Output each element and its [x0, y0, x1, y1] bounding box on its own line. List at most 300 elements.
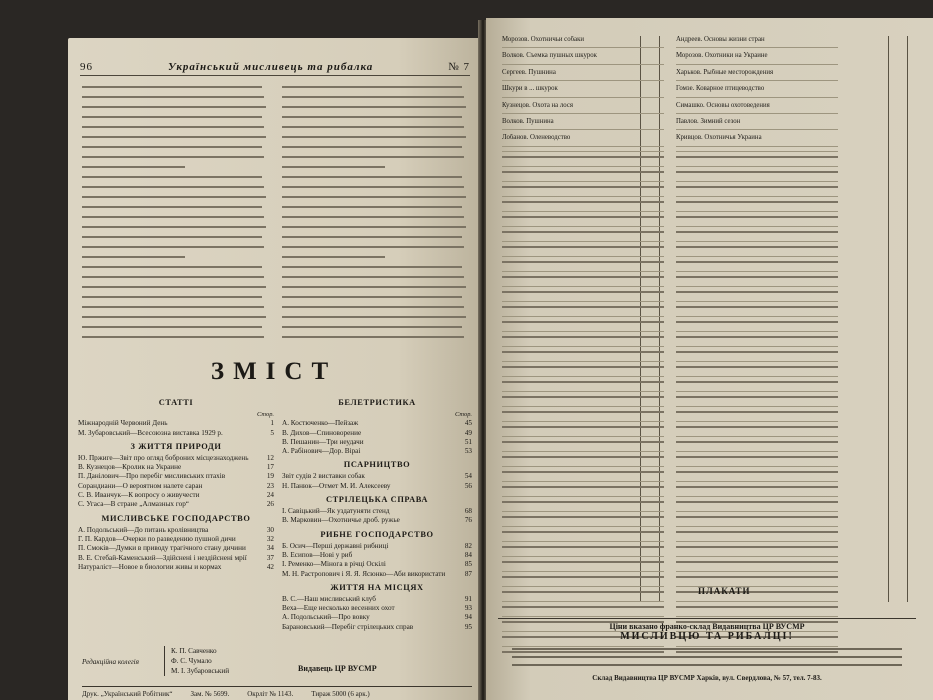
text-line [282, 176, 462, 178]
toc-entry-title: М. Н. Растропович і Я. Я. Ясюнко—Аби використати [282, 569, 446, 578]
price-list-text-line [502, 561, 664, 563]
imprint-line [82, 686, 472, 698]
price-list-text-line [502, 261, 664, 263]
price-list-dotted-leader [676, 361, 838, 362]
price-list-dotted-leader [676, 406, 838, 407]
toc-entry-title: А. Подольський—Про вовку [282, 613, 370, 622]
text-line [282, 286, 466, 288]
price-list-dotted-leader [502, 466, 664, 467]
price-list-dotted-leader [676, 166, 838, 167]
text-line [82, 206, 262, 208]
toc-section-heading: РИБНЕ ГОСПОДАРСТВО [320, 529, 434, 539]
text-line [282, 236, 462, 238]
toc-entry [78, 535, 274, 544]
text-line [282, 226, 466, 228]
advert-address: Склад Видавництва ЦР ВУСМР Харків, вул. Свердлова, № 57, тел. 7-83. [592, 674, 822, 682]
article-column-left [82, 86, 270, 348]
toc-section-heading: СТРІЛЕЦЬКА СПРАВА [325, 495, 429, 505]
toc-entry [78, 563, 274, 572]
text-line [282, 146, 462, 148]
text-line [82, 256, 185, 258]
toc-entry-title: Сорандиани—О вероятном налете саран [78, 481, 203, 490]
advert-text-line [512, 656, 902, 658]
editor-name: М. І. Зубаровський [171, 667, 230, 675]
text-line [82, 316, 266, 318]
toc-entry [282, 613, 472, 622]
text-line [282, 86, 462, 88]
price-list-text-line [502, 306, 664, 308]
left-page [68, 38, 480, 700]
toc-entry [282, 551, 472, 560]
text-line [82, 336, 264, 338]
toc-entry [282, 623, 472, 632]
price-list-entry: Волков. Съемка пушных шкурок [502, 52, 597, 60]
toc-entry-page: 26 [266, 500, 274, 509]
price-list-text-line [676, 366, 838, 368]
price-list-text-line [676, 276, 838, 278]
price-list-dotted-leader [502, 316, 664, 317]
price-list-text-line [676, 516, 838, 518]
price-list-dotted-leader [502, 97, 664, 98]
placards-heading: ПЛАКАТИ [698, 586, 751, 596]
price-list-dotted-leader [502, 481, 664, 482]
price-list-text-line [502, 516, 664, 518]
text-line [282, 196, 466, 198]
toc-spacer [78, 410, 257, 419]
price-list-dotted-leader [676, 97, 838, 98]
price-list-dotted-leader [676, 391, 838, 392]
price-list-dotted-leader [676, 256, 838, 257]
toc-entry [78, 472, 274, 481]
text-line [82, 216, 264, 218]
price-list-dotted-leader [676, 556, 838, 557]
toc-section-heading: БЕЛЕТРИСТИКА [338, 398, 416, 407]
toc-entry-title: Ю. Пржиге—Звіт про огляд боброних місцезнаходжень [78, 453, 249, 462]
price-list-dotted-leader [676, 496, 838, 497]
price-list-dotted-leader [676, 226, 838, 227]
toc-entry-page: 5 [270, 428, 274, 437]
price-list-text-line [502, 321, 664, 323]
price-list-text-line [502, 366, 664, 368]
text-line [282, 166, 385, 168]
price-list-text-line [502, 576, 664, 578]
toc-entry-page: 12 [266, 453, 274, 462]
price-list-text-line [502, 486, 664, 488]
toc-entry-title: П. Данілович—Про перебіг мисливських птахів [78, 472, 226, 481]
price-list-text-line [676, 501, 838, 503]
toc-entry-page: 93 [464, 604, 472, 613]
price-list-dotted-leader [502, 376, 664, 377]
text-line [82, 296, 262, 298]
price-list-text-line [676, 156, 838, 158]
price-list-entry: Симашко. Основы охотоведения [676, 101, 770, 109]
price-list-dotted-leader [676, 541, 838, 542]
toc-entry-title: А. Костюченко—Пейзаж [282, 419, 359, 428]
price-list-dotted-leader [676, 271, 838, 272]
price-list-text-line [676, 306, 838, 308]
price-list-dotted-leader [502, 146, 664, 147]
toc-entry-page: 23 [266, 481, 274, 490]
text-line [282, 326, 462, 328]
price-list-dotted-leader [676, 241, 838, 242]
text-line [282, 206, 462, 208]
price-list-dotted-leader [502, 64, 664, 65]
toc-entry [78, 419, 274, 428]
text-line [82, 86, 262, 88]
price-list-text-line [502, 606, 664, 608]
toc-entry [78, 463, 274, 472]
toc-entry-title: В. Марковин—Охотничье дроб. ружье [282, 516, 400, 525]
price-list-text-line [676, 381, 838, 383]
price-list-dotted-leader [676, 181, 838, 182]
toc-entry [282, 438, 472, 447]
price-list-text-line [676, 351, 838, 353]
toc-entry-page: 34 [266, 544, 274, 553]
price-list-dotted-leader [502, 541, 664, 542]
price-list-text-line [502, 276, 664, 278]
toc-entry [78, 544, 274, 553]
journal-title: Український мисливець та рибалка [167, 61, 374, 73]
price-column-ruler [888, 36, 908, 602]
text-line [82, 326, 262, 328]
toc-entry-page: 1 [270, 419, 274, 428]
toc-entry-title: Звіт судів 2 виставки собак [282, 472, 365, 481]
text-line [82, 146, 262, 148]
toc-entry-title: В. С.—Наш мисливський клуб [282, 594, 376, 603]
toc-entry-title: В. Пешанин—Три неудачи [282, 437, 364, 446]
toc-entry-page: 82 [464, 541, 472, 550]
toc-page-header-row [78, 410, 274, 419]
text-line [82, 226, 266, 228]
toc-entry [282, 560, 472, 569]
price-list-dotted-leader [502, 346, 664, 347]
price-list-text-line [676, 291, 838, 293]
toc-entry [282, 447, 472, 456]
advert-line-1: Ціни вказано франко-склад Видавництва ЦР ВУСМР [609, 622, 805, 631]
publisher: Видавець ЦР ВУСМР [298, 664, 377, 673]
toc-entry [282, 482, 472, 491]
price-list-text-line [676, 576, 838, 578]
price-list-dotted-leader [502, 616, 664, 617]
price-list-dotted-leader [502, 113, 664, 114]
toc-entry-title: В. Дихов—Спиноворение [282, 428, 362, 437]
toc-entry [282, 507, 472, 516]
price-list-dotted-leader [502, 226, 664, 227]
imprint-run: Тираж 5000 (6 арк.) [311, 690, 370, 698]
price-list-dotted-leader [676, 301, 838, 302]
text-line [82, 116, 262, 118]
price-list-entry: Волков. Пушнина [502, 118, 554, 126]
toc-entry-page: 53 [464, 447, 472, 456]
toc-page-header: Стор. [257, 411, 274, 418]
toc-entry-page: 87 [464, 569, 472, 578]
price-list-dotted-leader [676, 286, 838, 287]
toc-entry [78, 526, 274, 535]
price-list-dotted-leader [502, 196, 664, 197]
toc-entry-title: Б. Осич—Перші державні рибниці [282, 541, 389, 550]
toc-entry [282, 516, 472, 525]
price-list-dotted-leader [676, 481, 838, 482]
text-line [82, 246, 264, 248]
text-line [282, 216, 464, 218]
price-list-dotted-leader [502, 286, 664, 287]
toc-section-heading: З ЖИТТЯ ПРИРОДИ [130, 441, 222, 451]
toc-entry-title: Натураліст—Новое в биологии живы и кормах [78, 562, 222, 571]
price-list-dotted-leader [676, 421, 838, 422]
toc-entry-title: Веха—Еще несколько весенних охот [282, 604, 395, 613]
price-list-entry: Морозов. Охотничьи собаки [502, 36, 585, 43]
text-line [282, 186, 464, 188]
text-line [82, 276, 264, 278]
price-list-text-line [676, 546, 838, 548]
price-list-text-line [502, 246, 664, 248]
price-list-dotted-leader [502, 301, 664, 302]
toc-right-column [282, 394, 472, 632]
price-list-entry: Харьков. Рыбные месторождения [676, 68, 774, 76]
price-list-dotted-leader [676, 80, 838, 81]
toc-section-heading: ПСАРНИЦТВО [343, 460, 411, 470]
price-list-dotted-leader [676, 346, 838, 347]
price-list-dotted-leader [502, 271, 664, 272]
editorial-board [82, 646, 382, 680]
price-list-text-line [502, 441, 664, 443]
toc-spacer [282, 410, 455, 419]
toc-entry-title: А. Рабінович—Дор. Віраі [282, 447, 361, 456]
text-line [82, 176, 262, 178]
text-line [282, 256, 385, 258]
price-list-text-line [676, 231, 838, 233]
price-list-dotted-leader [502, 601, 664, 602]
price-list-text-line [676, 261, 838, 263]
text-line [82, 266, 262, 268]
toc-entry-title: С. Угаса—В стране „Алмазных гор“ [78, 500, 189, 509]
toc-entry-page: 68 [464, 507, 472, 516]
toc-entry-title: Н. Панюк—Отмет М. И. Алексееву [282, 481, 391, 490]
price-list-dotted-leader [502, 556, 664, 557]
text-line [282, 316, 466, 318]
text-line [282, 126, 464, 128]
imprint-order: Зам. № 5699. [190, 690, 230, 698]
price-list-dotted-leader [502, 331, 664, 332]
toc-entry [282, 472, 472, 481]
toc-title: ЗМІСТ [210, 358, 338, 385]
price-list-text-line [502, 171, 664, 173]
text-line [82, 106, 266, 108]
price-list-text-line [502, 351, 664, 353]
price-list-dotted-leader [676, 571, 838, 572]
table-of-contents [78, 394, 473, 648]
toc-entry-page: 49 [464, 428, 472, 437]
price-list-text-line [676, 561, 838, 563]
price-list-dotted-leader [676, 211, 838, 212]
toc-entry-page: 56 [464, 481, 472, 490]
toc-entry-page: 84 [464, 550, 472, 559]
toc-entry-title: В. Е. Стебай-Каменський—Здійснені і нездійснені мрії [78, 553, 247, 562]
advert-text-line [512, 664, 902, 666]
editor-name: Ф. С. Чумало [171, 657, 212, 665]
toc-entry [78, 482, 274, 491]
editor-name: К. П. Савченко [171, 647, 217, 655]
publisher-advert [498, 618, 916, 695]
toc-section-heading: ЖИТТЯ НА МІСЦЯХ [330, 582, 424, 592]
text-line [82, 96, 264, 98]
text-line [282, 156, 464, 158]
price-list-text-line [676, 336, 838, 338]
price-list-dotted-leader [502, 80, 664, 81]
price-list-entry: Кривцов. Охотничья Украина [676, 134, 762, 142]
toc-entry-page: 17 [266, 463, 274, 472]
price-list-dotted-leader [676, 196, 838, 197]
toc-entry [282, 604, 472, 613]
price-list-text-line [676, 426, 838, 428]
running-header [80, 59, 470, 76]
toc-entry [78, 554, 274, 563]
price-list-text-line [502, 591, 664, 593]
text-line [82, 136, 266, 138]
text-line [82, 236, 262, 238]
price-list-text-line [676, 246, 838, 248]
price-list-dotted-leader [502, 496, 664, 497]
toc-entry [78, 500, 274, 509]
price-list-text-line [502, 231, 664, 233]
price-list-entry: Андреев. Основы жизни стран [676, 36, 765, 43]
toc-entry [282, 570, 472, 579]
toc-entry [78, 491, 274, 500]
toc-entry-page: 42 [266, 562, 274, 571]
price-list-dotted-leader [502, 406, 664, 407]
price-list-dotted-leader [502, 129, 664, 130]
toc-entry-page: 94 [464, 613, 472, 622]
price-list [502, 36, 838, 602]
price-list-dotted-leader [502, 511, 664, 512]
price-list-dotted-leader [676, 146, 838, 147]
price-list-text-line [676, 321, 838, 323]
price-list-dotted-leader [502, 256, 664, 257]
article-column-right [282, 86, 470, 348]
price-list-text-line [502, 291, 664, 293]
toc-entry [282, 419, 472, 428]
price-list-dotted-leader [676, 451, 838, 452]
toc-entry-page: 95 [464, 622, 472, 631]
price-list-dotted-leader [676, 601, 838, 602]
price-list-text-line [676, 441, 838, 443]
price-list-text-line [502, 456, 664, 458]
toc-entry-page: 51 [464, 437, 472, 446]
price-list-text-line [502, 411, 664, 413]
price-list-text-line [502, 531, 664, 533]
price-list-column-left [502, 36, 664, 661]
text-line [282, 136, 466, 138]
price-list-column-right [676, 36, 838, 661]
toc-entry-title: Барановський—Перебіг стрілецьких справ [282, 622, 414, 631]
price-list-dotted-leader [502, 166, 664, 167]
toc-entry-title: В. Есипов—Нові у риб [282, 550, 353, 559]
toc-entry-page: 24 [266, 491, 274, 500]
price-list-text-line [502, 381, 664, 383]
advert-text-line [512, 648, 902, 650]
price-list-entry: Морозов. Охотники на Украине [676, 52, 768, 60]
price-list-dotted-leader [676, 151, 838, 152]
text-line [282, 276, 464, 278]
price-list-text-line [502, 201, 664, 203]
price-list-dotted-leader [676, 511, 838, 512]
price-list-dotted-leader [676, 331, 838, 332]
toc-entry [78, 454, 274, 463]
advert-heading: МИСЛИВЦЮ ТА РИБАЛЦІ! [620, 631, 794, 642]
page-number: 96 [80, 61, 93, 73]
text-line [282, 296, 462, 298]
price-list-text-line [502, 336, 664, 338]
price-list-dotted-leader [676, 526, 838, 527]
text-line [82, 156, 264, 158]
toc-entry [282, 595, 472, 604]
price-list-dotted-leader [676, 47, 838, 48]
toc-entry-page: 85 [464, 560, 472, 569]
editorial-board-label: Редакційна колегія [82, 658, 140, 666]
price-list-dotted-leader [502, 151, 664, 152]
price-list-dotted-leader [502, 586, 664, 587]
toc-entry-page: 37 [266, 553, 274, 562]
text-line [82, 286, 266, 288]
toc-entry-page: 30 [266, 525, 274, 534]
text-line [82, 306, 264, 308]
price-list-dotted-leader [502, 361, 664, 362]
price-list-dotted-leader [676, 113, 838, 114]
text-line [82, 166, 185, 168]
toc-entry-title: І. Савіцький—Як уздатуняти стенд [282, 507, 390, 516]
toc-entry-page: 45 [464, 419, 472, 428]
toc-entry-title: П. Смоків—Думки в приводу трагічного стану дичини [78, 544, 246, 553]
toc-entry [78, 429, 274, 438]
text-line [82, 186, 264, 188]
price-list-entry: Павлов. Зимний сезон [676, 118, 741, 126]
toc-entry-title: С. В. Иванчук—К вопросу о живучести [78, 491, 200, 500]
toc-entry-page: 32 [266, 534, 274, 543]
price-list-dotted-leader [676, 616, 838, 617]
price-list-entry: Гомзе. Коварное птицеводство [676, 85, 765, 93]
text-line [282, 116, 462, 118]
price-list-text-line [676, 606, 838, 608]
price-list-dotted-leader [676, 466, 838, 467]
price-list-dotted-leader [502, 47, 664, 48]
toc-entry-title: А. Подольський—До питань кролівництва [78, 525, 209, 534]
price-list-dotted-leader [502, 571, 664, 572]
price-list-dotted-leader [502, 436, 664, 437]
toc-entry-title: М. Зубаровський—Всесоюзна виставка 1929 р. [78, 428, 223, 437]
price-list-text-line [676, 171, 838, 173]
toc-left-column [78, 394, 274, 572]
text-line [82, 196, 266, 198]
toc-entry-title: Міжнародній Червоний День [78, 419, 168, 428]
price-list-dotted-leader [676, 129, 838, 130]
toc-entry-page: 54 [464, 472, 472, 481]
price-list-dotted-leader [676, 316, 838, 317]
price-list-text-line [502, 546, 664, 548]
text-line [282, 96, 464, 98]
price-list-dotted-leader [502, 391, 664, 392]
price-list-dotted-leader [502, 421, 664, 422]
price-list-entry: Лобанов. Оленеводство [502, 134, 571, 142]
price-list-dotted-leader [502, 451, 664, 452]
toc-entry-page: 19 [266, 472, 274, 481]
toc-entry [282, 542, 472, 551]
price-list-text-line [502, 501, 664, 503]
price-list-text-line [502, 156, 664, 158]
price-list-dotted-leader [676, 376, 838, 377]
text-line [82, 126, 264, 128]
price-list-text-line [676, 486, 838, 488]
price-list-dotted-leader [502, 241, 664, 242]
